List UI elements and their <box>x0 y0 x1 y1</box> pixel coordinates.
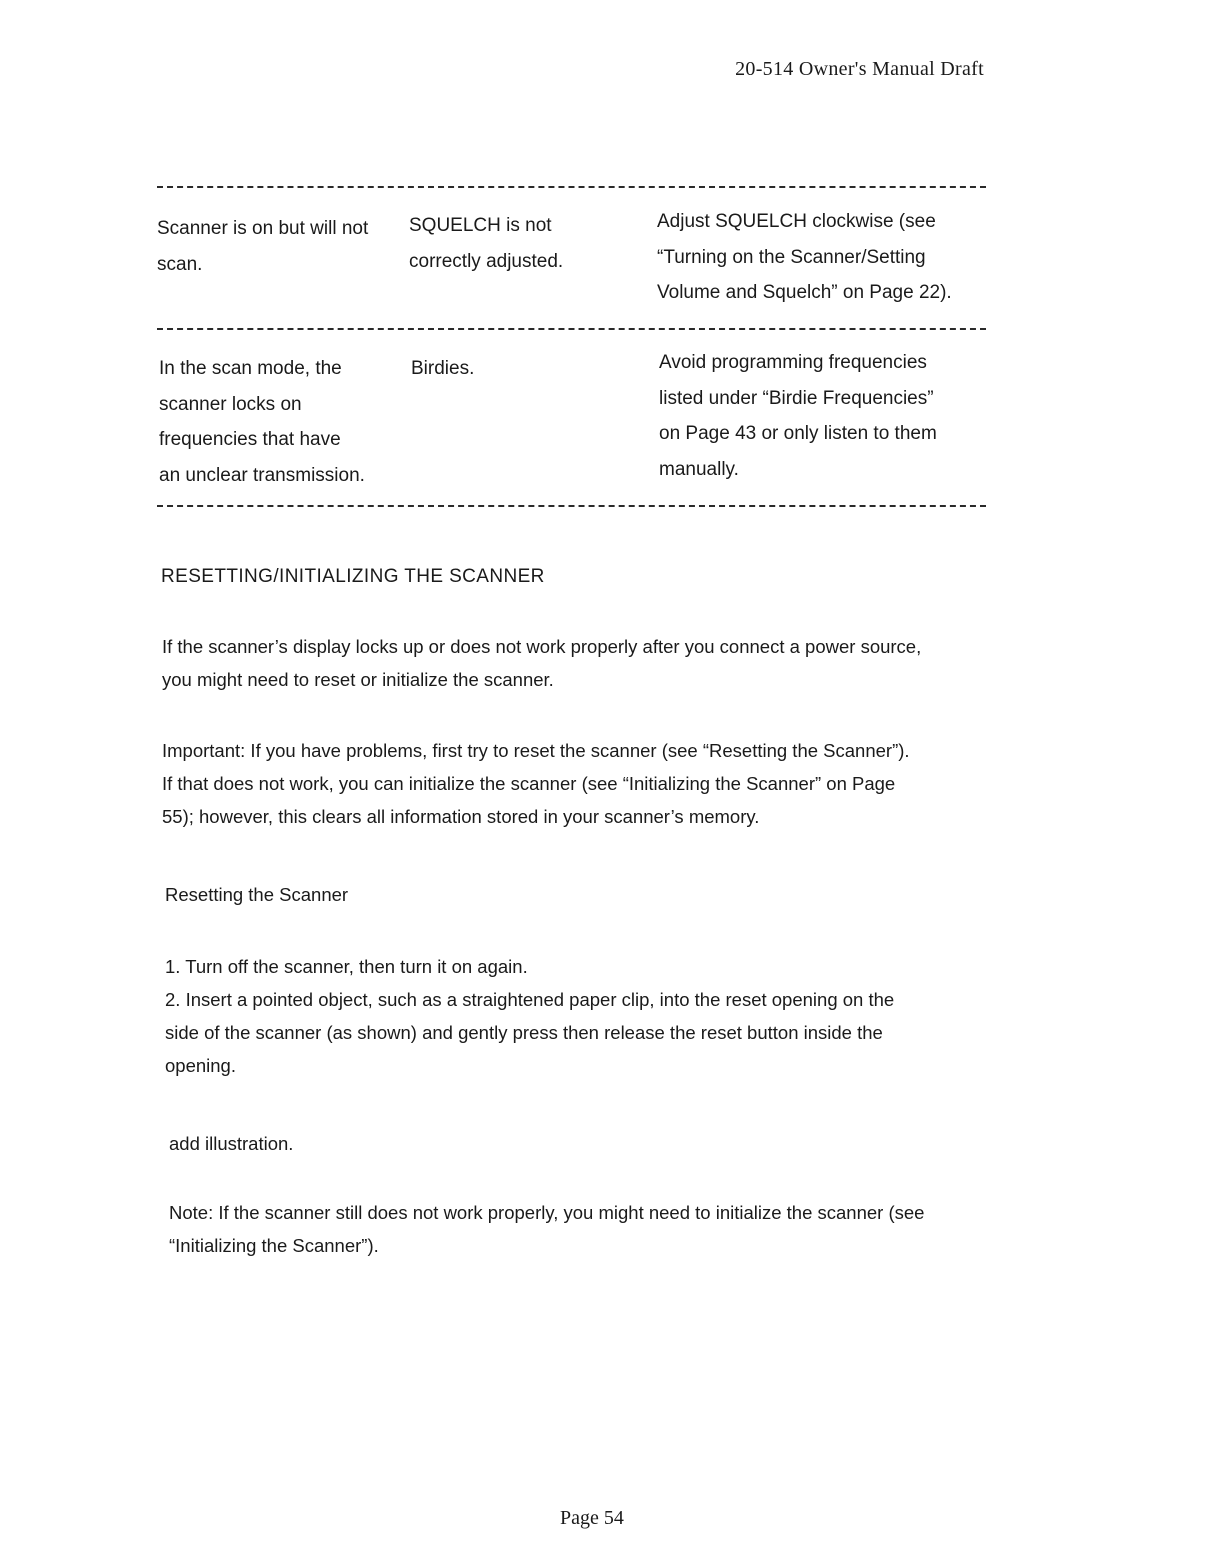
steps-list: 1. Turn off the scanner, then turn it on again. 2. Insert a pointed object, such as a straightened paper clip, into the reset opening on the side of the scanner (as shown) and gently press then release the reset button inside the opening. <box>165 950 894 1082</box>
step-2: 2. Insert a pointed object, such as a straightened paper clip, into the reset opening on the <box>165 989 895 1010</box>
table-row-2-cause: Birdies. <box>411 358 475 379</box>
table-row-2-problem: In the scan mode, the scanner locks on frequencies that have an unclear transmission. <box>159 358 365 486</box>
page-number: Page 54 <box>560 1507 624 1529</box>
table-row-1-problem: Scanner is on but will not scan. <box>157 218 369 275</box>
important-paragraph: Important: If you have problems, first try to reset the scanner (see “Resetting the Scanner”). If that does not work, you can initialize the scanner (see “Initializing the Scanner” on Page 55); however, this clears all information stored in your scanner’s memory. <box>162 740 910 827</box>
section-title: RESETTING/INITIALIZING THE SCANNER <box>161 566 545 587</box>
subheading: Resetting the Scanner <box>165 884 349 905</box>
table-row-2-solution: Avoid programming frequencies listed under “Birdie Frequencies” on Page 43 or only listen to them manually. <box>659 352 937 480</box>
table-divider <box>157 328 986 330</box>
table-row-1-solution: Adjust SQUELCH clockwise (see “Turning on the Scanner/Setting Volume and Squelch” on Page 22). <box>657 211 952 303</box>
intro-paragraph: If the scanner’s display locks up or does not work properly after you connect a power source, you might need to reset or initialize the scanner. <box>162 636 922 690</box>
note-paragraph: Note: If the scanner still does not work properly, you might need to initialize the scanner (see “Initializing the Scanner”). <box>169 1202 925 1256</box>
document-header: 20-514 Owner's Manual Draft <box>735 58 984 80</box>
step-1: 1. Turn off the scanner, then turn it on again. <box>165 956 528 977</box>
table-divider <box>157 505 986 507</box>
table-divider <box>157 186 986 188</box>
illustration-placeholder: add illustration. <box>169 1133 294 1154</box>
table-row-1-cause: SQUELCH is not correctly adjusted. <box>409 215 564 272</box>
